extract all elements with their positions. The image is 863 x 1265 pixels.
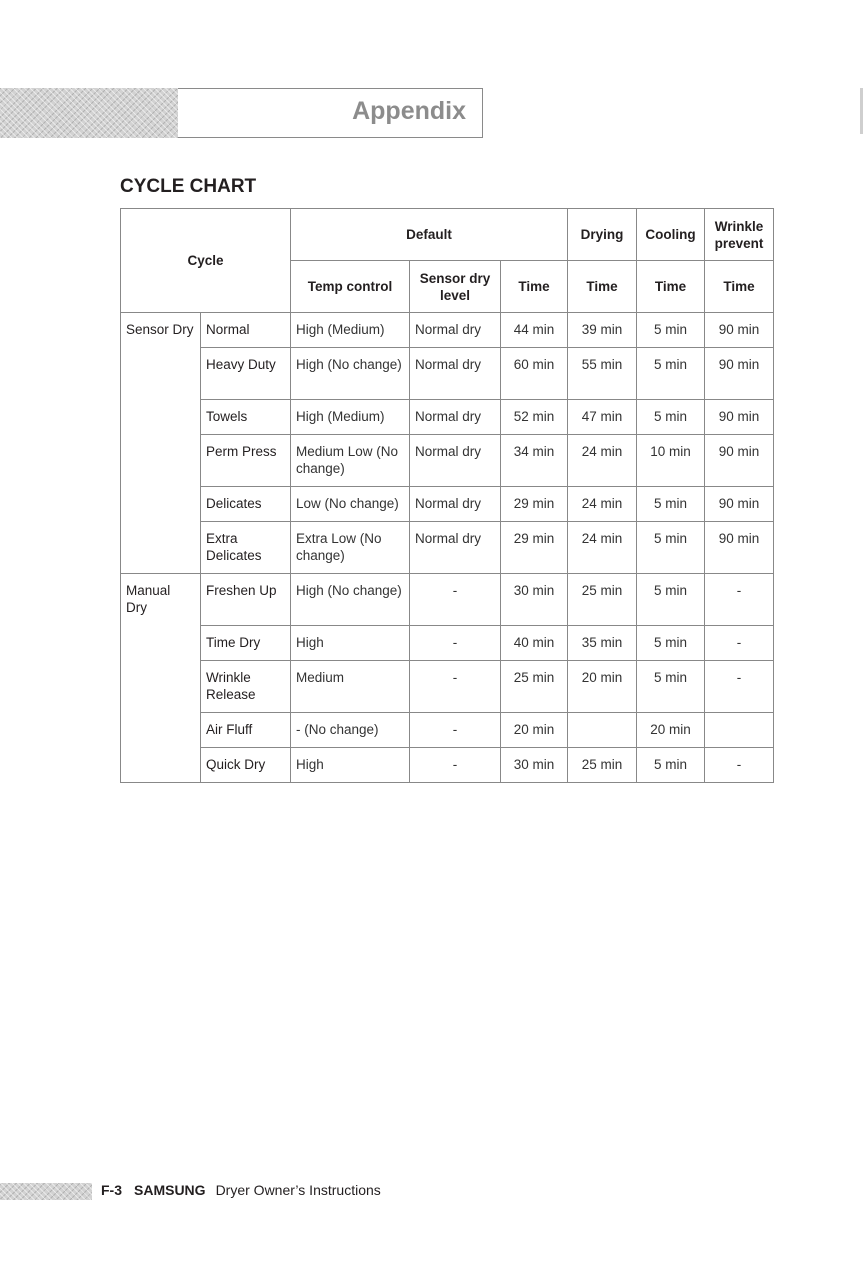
cooling-time-cell: 5 min xyxy=(637,348,705,400)
default-time-cell: 52 min xyxy=(501,400,568,435)
drying-time-cell xyxy=(568,713,637,748)
wrinkle-prevent-time-cell: - xyxy=(705,626,774,661)
temp-control-cell: Low (No change) xyxy=(291,487,410,522)
page-title: Appendix xyxy=(352,97,466,125)
cycle-name: Air Fluff xyxy=(201,713,291,748)
group-label: Sensor Dry xyxy=(121,313,201,574)
wrinkle-prevent-time-cell: 90 min xyxy=(705,487,774,522)
header-time-default: Time xyxy=(501,261,568,313)
header-time-drying: Time xyxy=(568,261,637,313)
default-time-cell: 34 min xyxy=(501,435,568,487)
default-time-cell: 30 min xyxy=(501,748,568,783)
cooling-time-cell: 5 min xyxy=(637,400,705,435)
sensor-dry-level-cell: Normal dry xyxy=(410,400,501,435)
cooling-time-cell: 5 min xyxy=(637,574,705,626)
drying-time-cell: 55 min xyxy=(568,348,637,400)
cycle-name: Heavy Duty xyxy=(201,348,291,400)
table-row xyxy=(121,487,774,522)
header-pattern-band xyxy=(0,88,178,138)
drying-time-cell: 39 min xyxy=(568,313,637,348)
cooling-time-cell: 5 min xyxy=(637,748,705,783)
drying-time-cell: 20 min xyxy=(568,661,637,713)
drying-time-cell: 25 min xyxy=(568,748,637,783)
default-time-cell: 25 min xyxy=(501,661,568,713)
cooling-time-cell: 5 min xyxy=(637,626,705,661)
cycle-name: Perm Press xyxy=(201,435,291,487)
table-row xyxy=(121,626,774,661)
header-cycle: Cycle xyxy=(121,209,291,313)
cycle-chart-table xyxy=(120,208,774,783)
temp-control-cell: Medium Low (No change) xyxy=(291,435,410,487)
default-time-cell: 20 min xyxy=(501,713,568,748)
sensor-dry-level-cell: Normal dry xyxy=(410,487,501,522)
header-sensor-dry-level: Sensor dry level xyxy=(410,261,501,313)
drying-time-cell: 24 min xyxy=(568,522,637,574)
header-title-box xyxy=(178,88,483,138)
sensor-dry-level-cell: - xyxy=(410,574,501,626)
temp-control-cell: High (Medium) xyxy=(291,400,410,435)
section-title: CYCLE CHART xyxy=(120,176,257,197)
cycle-name: Normal xyxy=(201,313,291,348)
default-time-cell: 44 min xyxy=(501,313,568,348)
table-row xyxy=(121,574,774,626)
temp-control-cell: High (No change) xyxy=(291,574,410,626)
cooling-time-cell: 5 min xyxy=(637,522,705,574)
drying-time-cell: 47 min xyxy=(568,400,637,435)
temp-control-cell: - (No change) xyxy=(291,713,410,748)
temp-control-cell: High (No change) xyxy=(291,348,410,400)
temp-control-cell: High (Medium) xyxy=(291,313,410,348)
header-temp-control: Temp control xyxy=(291,261,410,313)
temp-control-cell: High xyxy=(291,626,410,661)
cooling-time-cell: 5 min xyxy=(637,487,705,522)
wrinkle-prevent-time-cell: 90 min xyxy=(705,313,774,348)
default-time-cell: 60 min xyxy=(501,348,568,400)
cooling-time-cell: 5 min xyxy=(637,661,705,713)
temp-control-cell: Medium xyxy=(291,661,410,713)
wrinkle-prevent-time-cell: 90 min xyxy=(705,400,774,435)
wrinkle-prevent-time-cell: - xyxy=(705,574,774,626)
table-row xyxy=(121,748,774,783)
cycle-name: Wrinkle Release xyxy=(201,661,291,713)
table-row xyxy=(121,713,774,748)
header-time-wrinkle: Time xyxy=(705,261,774,313)
cooling-time-cell: 20 min xyxy=(637,713,705,748)
header-default: Default xyxy=(291,209,568,261)
cooling-time-cell: 10 min xyxy=(637,435,705,487)
header-wrinkle-prevent: Wrinkle prevent xyxy=(705,209,774,261)
table-row xyxy=(121,435,774,487)
cycle-name: Time Dry xyxy=(201,626,291,661)
sensor-dry-level-cell: - xyxy=(410,626,501,661)
cycle-name: Delicates xyxy=(201,487,291,522)
wrinkle-prevent-time-cell: 90 min xyxy=(705,522,774,574)
header-time-cooling: Time xyxy=(637,261,705,313)
default-time-cell: 40 min xyxy=(501,626,568,661)
cooling-time-cell: 5 min xyxy=(637,313,705,348)
table-row xyxy=(121,400,774,435)
drying-time-cell: 35 min xyxy=(568,626,637,661)
page-footer xyxy=(101,1182,381,1198)
cycle-name: Extra Delicates xyxy=(201,522,291,574)
cycle-name: Freshen Up xyxy=(201,574,291,626)
wrinkle-prevent-time-cell: - xyxy=(705,748,774,783)
default-time-cell: 29 min xyxy=(501,487,568,522)
table-row xyxy=(121,313,774,348)
page-number: F-3 xyxy=(101,1182,122,1198)
table-row xyxy=(121,522,774,574)
table-row xyxy=(121,348,774,400)
drying-time-cell: 24 min xyxy=(568,487,637,522)
default-time-cell: 30 min xyxy=(501,574,568,626)
sensor-dry-level-cell: Normal dry xyxy=(410,313,501,348)
footer-pattern-band xyxy=(0,1183,92,1200)
cycle-name: Towels xyxy=(201,400,291,435)
wrinkle-prevent-time-cell: - xyxy=(705,661,774,713)
default-time-cell: 29 min xyxy=(501,522,568,574)
wrinkle-prevent-time-cell xyxy=(705,713,774,748)
wrinkle-prevent-time-cell: 90 min xyxy=(705,348,774,400)
temp-control-cell: Extra Low (No change) xyxy=(291,522,410,574)
cycle-name: Quick Dry xyxy=(201,748,291,783)
sensor-dry-level-cell: Normal dry xyxy=(410,348,501,400)
header-cooling: Cooling xyxy=(637,209,705,261)
sensor-dry-level-cell: - xyxy=(410,713,501,748)
sensor-dry-level-cell: Normal dry xyxy=(410,522,501,574)
temp-control-cell: High xyxy=(291,748,410,783)
document-title: Dryer Owner’s Instructions xyxy=(215,1182,381,1198)
sensor-dry-level-cell: Normal dry xyxy=(410,435,501,487)
drying-time-cell: 24 min xyxy=(568,435,637,487)
wrinkle-prevent-time-cell: 90 min xyxy=(705,435,774,487)
drying-time-cell: 25 min xyxy=(568,574,637,626)
sensor-dry-level-cell: - xyxy=(410,661,501,713)
sensor-dry-level-cell: - xyxy=(410,748,501,783)
group-label: Manual Dry xyxy=(121,574,201,783)
table-row xyxy=(121,661,774,713)
brand-name: SAMSUNG xyxy=(134,1182,206,1198)
header-drying: Drying xyxy=(568,209,637,261)
